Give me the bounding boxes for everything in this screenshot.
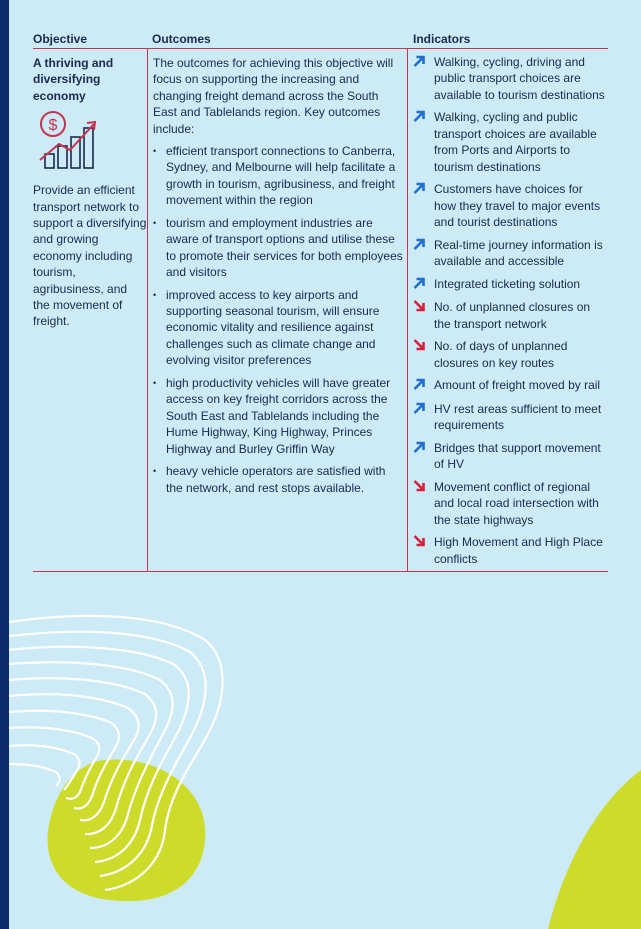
- arrow-up-right-icon: [413, 377, 434, 394]
- outcomes-column: [147, 49, 408, 571]
- indicator-item: [413, 181, 608, 230]
- indicator-item: [413, 479, 608, 528]
- indicator-text: Walking, cycling and public transport choices are available from Ports and Airports to tourism destinations: [434, 110, 597, 174]
- outcomes-list: [153, 143, 403, 496]
- indicator-item: [413, 377, 608, 394]
- indicator-text: No. of days of unplanned closures on key routes: [434, 339, 568, 370]
- indicator-text: No. of unplanned closures on the transport network: [434, 300, 591, 331]
- indicator-text: High Movement and High Place conflicts: [434, 535, 603, 566]
- indicator-item: [413, 237, 608, 270]
- indicator-item: [413, 401, 608, 434]
- header-outcomes: Outcomes: [152, 32, 211, 46]
- arrow-down-right-icon: [413, 479, 434, 528]
- indicator-item: [413, 338, 608, 371]
- objective-table: [33, 28, 608, 572]
- outcome-item: • high productivity vehicles will have greater access on key freight corridors across the South East and Tablelands including the Hume Highway, King Highway, Princes Highway and Burley Griffin Way: [153, 375, 403, 457]
- arrow-down-right-icon: [413, 338, 434, 371]
- objective-column: [33, 49, 147, 571]
- arrow-up-right-icon: [413, 237, 434, 270]
- arrow-up-right-icon: [413, 181, 434, 230]
- arrow-up-right-icon: [413, 109, 434, 175]
- outcome-item: • improved access to key airports and supporting seasonal tourism, will ensure economic vitality and resilience against challenges such as climate change and evolving visitor preferences: [153, 287, 403, 369]
- indicator-item: [413, 109, 608, 175]
- lime-blob-right: [548, 770, 641, 929]
- outcome-item: • efficient transport connections to Canberra, Sydney, and Melbourne will help facilitate a growth in tourism, agribusiness, and freight movement within the region: [153, 143, 403, 209]
- indicator-item: [413, 534, 608, 567]
- objective-description: Provide an efficient transport network to support a diversifying and growing economy including tourism, agribusiness, and the movement of freight.: [33, 183, 147, 329]
- svg-text:$: $: [48, 117, 58, 135]
- indicator-item: [413, 299, 608, 332]
- header-indicators: Indicators: [413, 32, 471, 46]
- table-body-row: [33, 49, 608, 572]
- table-header-row: [33, 28, 608, 49]
- arrow-up-right-icon: [413, 401, 434, 434]
- arrow-up-right-icon: [413, 54, 434, 103]
- arrow-down-right-icon: [413, 534, 434, 567]
- indicator-text: HV rest areas sufficient to meet requirements: [434, 401, 602, 433]
- indicator-text: Amount of freight moved by rail: [434, 378, 601, 393]
- indicator-text: Real-time journey information is available and accessible: [434, 237, 603, 269]
- indicator-text: Walking, cycling, driving and public transport choices are available to tourism destinations: [434, 55, 605, 102]
- arrow-up-right-icon: [413, 276, 434, 293]
- indicator-text: Bridges that support movement of HV: [434, 440, 601, 472]
- outcome-item: • heavy vehicle operators are satisfied with the network, and rest stops available.: [153, 463, 403, 496]
- arrow-down-right-icon: [413, 299, 434, 332]
- indicator-text: Movement conflict of regional and local road intersection with the state highways: [434, 479, 599, 527]
- header-objective: Objective: [33, 32, 88, 46]
- arrow-up-right-icon: [413, 440, 434, 473]
- indicator-item: [413, 276, 608, 293]
- indicator-text: Integrated ticketing solution: [434, 276, 581, 291]
- indicator-text: Customers have choices for how they travel to major events and tourist destinations: [434, 182, 601, 230]
- outcomes-intro: The outcomes for achieving this objective will focus on supporting the increasing and changing freight demand across the South East and Tablelands region. Key outcomes include:: [153, 56, 394, 136]
- growth-chart-dollar-icon: [37, 110, 99, 170]
- objective-title: A thriving and diversifying economy: [33, 56, 114, 103]
- indicator-item: [413, 54, 608, 103]
- indicator-item: [413, 440, 608, 473]
- outcome-item: • tourism and employment industries are aware of transport options and utilise these to promote their services for both employees and visitors: [153, 215, 403, 281]
- indicators-column: [408, 49, 608, 571]
